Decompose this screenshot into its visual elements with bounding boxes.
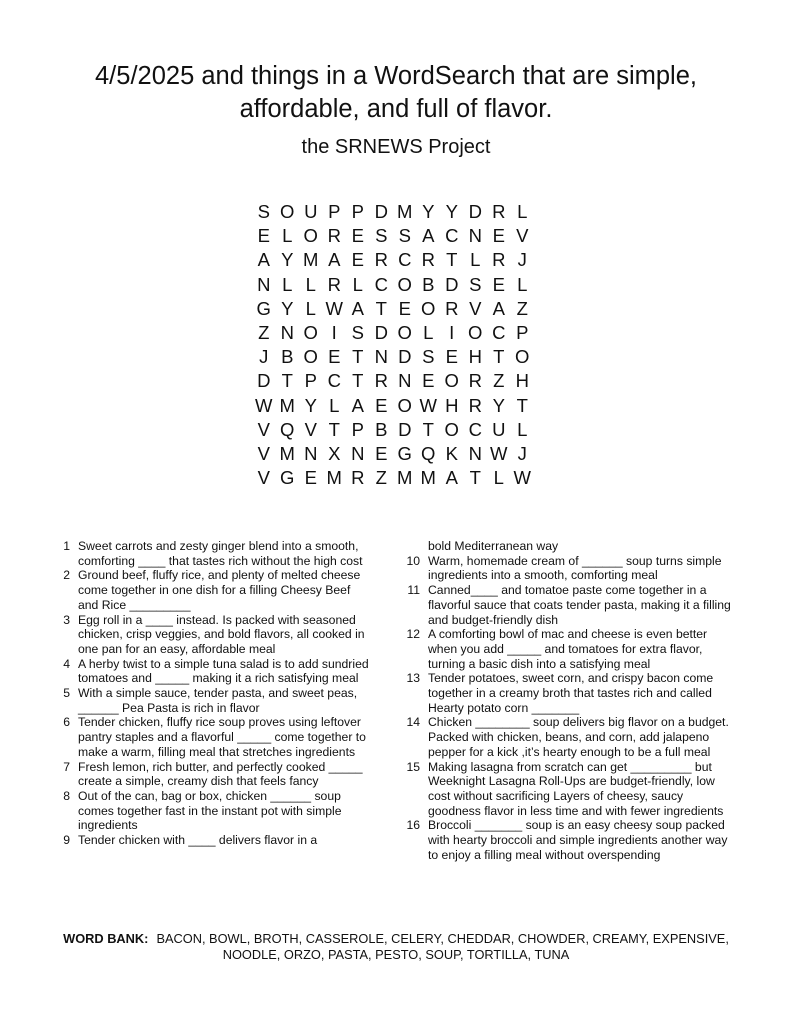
grid-letter[interactable]: R <box>327 225 341 247</box>
grid-letter[interactable]: T <box>422 418 434 440</box>
grid-letter[interactable]: K <box>445 442 458 464</box>
clue-text: A herby twist to a simple tuna salad is to add sundried tomatoes and _____ making it a rich satisfying meal <box>78 656 369 686</box>
grid-letter[interactable]: D <box>374 201 388 222</box>
grid-letter[interactable]: S <box>375 225 388 247</box>
grid-letter[interactable]: C <box>468 418 482 440</box>
grid-letter[interactable]: A <box>328 249 341 271</box>
grid-letter[interactable]: C <box>492 321 506 343</box>
grid-letter[interactable]: O <box>303 225 318 247</box>
clue-text: Making lasagna from scratch can get _________ but Weeknight Lasagna Roll-Ups are budget-friendly, low cost without sacrificing Layers of cheesy, saucy goodness flavor in less time and with fewer ingredients <box>428 759 724 818</box>
title-line-2: affordable, and full of flavor. <box>239 95 553 123</box>
grid-letter[interactable]: S <box>469 273 482 295</box>
grid-letter[interactable]: U <box>304 201 318 222</box>
grid-letter[interactable]: Q <box>421 442 436 464</box>
clue-number: 15 <box>406 759 420 774</box>
grid-letter[interactable]: J <box>259 346 269 368</box>
grid-letter[interactable]: T <box>328 418 340 440</box>
title-line-1: 4/5/2025 and things in a WordSearch that are simple, <box>95 62 697 90</box>
grid-letter[interactable]: E <box>351 225 364 247</box>
grid-letter[interactable]: E <box>492 273 505 295</box>
grid-row <box>252 369 534 393</box>
grid-letter[interactable]: T <box>516 394 528 416</box>
grid-letter[interactable]: S <box>351 321 364 343</box>
grid-row <box>252 273 534 297</box>
grid-letter[interactable]: E <box>328 346 341 368</box>
grid-letter[interactable]: L <box>517 273 528 295</box>
grid-letter[interactable]: P <box>351 201 364 222</box>
grid-letter[interactable]: S <box>398 225 411 247</box>
word-bank-line-1: BACON, BOWL, BROTH, CASSEROLE, CELERY, CHEDDAR, CHOWDER, CREAMY, EXPENSIVE, <box>156 931 729 946</box>
grid-letter[interactable]: D <box>257 370 271 392</box>
grid-letter[interactable]: O <box>444 418 459 440</box>
clue-item <box>402 583 732 627</box>
grid-letter[interactable]: E <box>422 370 435 392</box>
clue-text: Canned____ and tomatoe paste come together in a flavorful sauce that coats tender pasta, making it a filling and budget-friendly dish <box>428 583 731 627</box>
grid-letter[interactable]: H <box>515 370 529 392</box>
clue-number: 14 <box>406 715 420 730</box>
grid-letter[interactable]: O <box>280 201 295 222</box>
clue-text: Ground beef, fluffy rice, and plenty of melted cheese come together in one dish for a filling Cheesy Beef and Rice _________ <box>78 568 361 612</box>
grid-letter[interactable]: V <box>257 442 270 464</box>
clue-number: 10 <box>406 553 420 568</box>
clue-text: Tender chicken with ____ delivers flavor in a <box>78 833 318 848</box>
grid-letter[interactable]: V <box>257 467 270 489</box>
grid-letter[interactable]: T <box>446 249 458 271</box>
grid-letter[interactable]: T <box>281 370 293 392</box>
clue-number: 6 <box>63 715 70 730</box>
clue-number: 8 <box>63 788 70 803</box>
grid-letter[interactable]: R <box>374 370 388 392</box>
grid-letter[interactable]: L <box>493 467 504 489</box>
clue-text: Egg roll in a ____ instead. Is packed with seasoned chicken, crisp veggies, and bold flavors, all cooked in one pan for an easy, affordable meal <box>78 612 365 656</box>
word-bank <box>40 931 752 962</box>
clue-number: 13 <box>406 671 420 686</box>
grid-letter[interactable]: R <box>468 394 482 416</box>
grid-letter[interactable]: E <box>492 225 505 247</box>
grid-letter[interactable]: S <box>422 346 435 368</box>
grid-letter[interactable]: C <box>398 249 412 271</box>
grid-letter[interactable]: T <box>352 370 364 392</box>
clue-text: Fresh lemon, rich butter, and perfectly cooked _____ create a simple, creamy dish that feels fancy <box>78 759 363 789</box>
clue-number: 7 <box>63 759 70 774</box>
grid-letter[interactable]: V <box>257 418 270 440</box>
grid-letter[interactable]: Z <box>493 370 505 392</box>
clue-number: 4 <box>63 656 70 671</box>
grid-letter[interactable]: O <box>397 394 412 416</box>
clue-item <box>402 554 732 583</box>
grid-letter[interactable]: Z <box>258 321 270 343</box>
grid-letter[interactable]: E <box>304 467 317 489</box>
grid-letter[interactable]: W <box>255 394 273 416</box>
clue-item <box>52 789 372 833</box>
grid-letter[interactable]: O <box>421 297 436 319</box>
grid-letter[interactable]: L <box>423 321 434 343</box>
grid-letter[interactable]: M <box>303 249 319 271</box>
clue-number: 11 <box>407 583 420 598</box>
clue-item <box>402 760 732 819</box>
clue-text: Out of the can, bag or box, chicken ______ soup comes together fast in the instant pot with simple ingredients <box>78 788 342 833</box>
clue-number: 9 <box>63 833 70 848</box>
grid-letter[interactable]: B <box>281 346 294 368</box>
grid-letter[interactable]: M <box>279 442 295 464</box>
grid-letter[interactable]: H <box>445 394 459 416</box>
grid-letter[interactable]: A <box>445 467 458 489</box>
grid-letter[interactable]: N <box>304 442 318 464</box>
clue-number: 2 <box>63 568 70 583</box>
word-search-grid <box>252 200 534 490</box>
grid-letter[interactable]: A <box>351 297 364 319</box>
grid-letter[interactable]: L <box>305 273 316 295</box>
grid-letter[interactable]: O <box>515 346 530 368</box>
grid-letter[interactable]: P <box>304 370 317 392</box>
clue-item <box>402 715 732 759</box>
clue-text: Tender chicken, fluffy rice soup proves using leftover pantry staples and a flavorful _____ come together to make a warm, filling meal that stretches ingredients <box>78 715 366 759</box>
grid-letter[interactable]: L <box>517 418 528 440</box>
grid-letter[interactable]: A <box>351 394 364 416</box>
clue-item <box>52 686 372 715</box>
clue-text: Sweet carrots and zesty ginger blend into a smooth, comforting ____ that tastes rich without the high cost <box>78 539 363 568</box>
grid-letter[interactable]: R <box>327 273 341 295</box>
grid-letter[interactable]: W <box>513 467 531 489</box>
grid-letter[interactable]: D <box>398 346 412 368</box>
grid-letter[interactable]: Y <box>281 297 294 319</box>
grid-letter[interactable]: M <box>420 467 436 489</box>
grid-letter[interactable]: L <box>517 201 528 222</box>
grid-letter[interactable]: N <box>468 442 482 464</box>
grid-letter[interactable]: U <box>492 418 506 440</box>
grid-letter[interactable]: O <box>303 321 318 343</box>
clue-item <box>402 818 732 862</box>
grid-letter[interactable]: M <box>397 201 413 222</box>
grid-letter[interactable]: N <box>398 370 412 392</box>
grid-row <box>252 466 534 490</box>
grid-row <box>252 394 534 418</box>
grid-letter[interactable]: Y <box>445 201 458 222</box>
grid-letter[interactable]: O <box>303 346 318 368</box>
grid-letter[interactable]: D <box>398 418 412 440</box>
grid-letter[interactable]: O <box>468 321 483 343</box>
grid-letter[interactable]: N <box>257 273 271 295</box>
grid-letter[interactable]: H <box>468 346 482 368</box>
grid-row <box>252 224 534 248</box>
grid-letter[interactable]: E <box>351 249 364 271</box>
clue-number: 3 <box>63 612 70 627</box>
grid-letter[interactable]: P <box>328 201 341 222</box>
grid-letter[interactable]: R <box>421 249 435 271</box>
word-bank-line-2: NOODLE, ORZO, PASTA, PESTO, SOUP, TORTILLA, TUNA <box>222 946 570 962</box>
grid-letter[interactable]: R <box>374 249 388 271</box>
clue-item <box>52 539 372 568</box>
grid-letter[interactable]: D <box>468 201 482 222</box>
page-title <box>0 60 792 126</box>
grid-row <box>252 297 534 321</box>
grid-letter[interactable]: Z <box>375 467 387 489</box>
grid-letter[interactable]: R <box>445 297 459 319</box>
clue-item <box>402 671 732 715</box>
clue-9-continuation: bold Mediterranean way <box>428 539 559 553</box>
grid-letter[interactable]: T <box>352 346 364 368</box>
clue-text: Chicken ________ soup delivers big flavor on a budget. Packed with chicken, beans, and corn, add jalapeno pepper for a kick ,it’s hearty enough to be a full meal <box>428 715 729 759</box>
grid-letter[interactable]: L <box>352 273 363 295</box>
clue-text: With a simple sauce, tender pasta, and sweet peas, ______ Pea Pasta is rich in flavor <box>78 686 358 715</box>
clue-text: Tender potatoes, sweet corn, and crispy bacon come together in a creamy broth that tastes rich and called Hearty potato corn _______ <box>428 671 714 715</box>
grid-letter[interactable]: R <box>492 201 506 222</box>
clue-number: 5 <box>63 686 70 701</box>
grid-letter[interactable]: A <box>492 297 505 319</box>
clue-text: A comforting bowl of mac and cheese is even better when you add _____ and tomatoes for extra flavor, turning a basic dish into a satisfying meal <box>428 627 708 671</box>
grid-letter[interactable]: E <box>445 346 458 368</box>
grid-letter[interactable]: J <box>517 442 527 464</box>
grid-letter[interactable]: Y <box>304 394 317 416</box>
grid-letter[interactable]: W <box>490 442 508 464</box>
grid-letter[interactable]: M <box>279 394 295 416</box>
grid-letter[interactable]: Y <box>422 201 435 222</box>
grid-letter[interactable]: E <box>398 297 411 319</box>
clue-item <box>402 627 732 671</box>
grid-letter[interactable]: I <box>449 321 455 343</box>
grid-letter[interactable]: D <box>374 321 388 343</box>
clue-item <box>52 657 372 686</box>
grid-letter[interactable]: E <box>257 225 270 247</box>
grid-letter[interactable]: A <box>422 225 435 247</box>
grid-letter[interactable]: C <box>374 273 388 295</box>
grid-letter[interactable]: T <box>469 467 481 489</box>
grid-letter[interactable]: V <box>469 297 482 319</box>
grid-letter[interactable]: P <box>516 321 529 343</box>
grid-letter[interactable]: I <box>331 321 337 343</box>
grid-letter[interactable]: N <box>374 346 388 368</box>
grid-row <box>252 321 534 345</box>
grid-letter[interactable]: D <box>445 273 459 295</box>
grid-letter[interactable]: M <box>326 467 342 489</box>
clue-number: 1 <box>63 539 70 553</box>
grid-letter[interactable]: V <box>516 225 529 247</box>
grid-letter[interactable]: N <box>468 225 482 247</box>
grid-letter[interactable]: J <box>517 249 527 271</box>
grid-letter[interactable]: L <box>282 225 293 247</box>
clue-text: Broccoli _______ soup is an easy cheesy soup packed with hearty broccoli and simple ingredients another way to enjoy a filling meal without overspending <box>428 818 728 862</box>
clue-item <box>52 568 372 612</box>
grid-row <box>252 200 534 224</box>
grid-letter[interactable]: O <box>397 321 412 343</box>
grid-letter[interactable]: A <box>257 249 270 271</box>
grid-row <box>252 442 534 466</box>
page-subtitle: the SRNEWS Project <box>301 136 491 158</box>
clues-column-left <box>52 539 372 848</box>
grid-letter[interactable]: L <box>470 249 481 271</box>
grid-letter[interactable]: W <box>325 297 343 319</box>
grid-letter[interactable]: E <box>375 394 388 416</box>
clue-text: Warm, homemade cream of ______ soup turns simple ingredients into a smooth, comforting meal <box>428 553 722 583</box>
grid-letter[interactable]: B <box>422 273 435 295</box>
grid-letter[interactable]: T <box>375 297 387 319</box>
clue-item <box>52 760 372 789</box>
grid-letter[interactable]: R <box>468 370 482 392</box>
grid-letter[interactable]: V <box>304 418 317 440</box>
grid-letter[interactable]: Z <box>516 297 528 319</box>
grid-letter[interactable]: L <box>282 273 293 295</box>
clue-item <box>52 613 372 657</box>
grid-letter[interactable]: Y <box>492 394 505 416</box>
clue-item <box>52 833 372 848</box>
grid-letter[interactable]: O <box>444 370 459 392</box>
grid-row <box>252 248 534 272</box>
clues-column-right <box>402 539 732 862</box>
grid-letter[interactable]: X <box>328 442 341 464</box>
grid-letter[interactable]: T <box>493 346 505 368</box>
grid-letter[interactable]: L <box>329 394 340 416</box>
grid-letter[interactable]: R <box>351 467 365 489</box>
grid-letter[interactable]: W <box>419 394 437 416</box>
grid-letter[interactable]: B <box>375 418 388 440</box>
word-bank-label: WORD BANK: <box>63 931 149 946</box>
grid-letter[interactable]: C <box>327 370 341 392</box>
grid-letter[interactable]: N <box>280 321 294 343</box>
grid-letter[interactable]: G <box>280 467 295 489</box>
grid-letter[interactable]: R <box>492 249 506 271</box>
clue-item <box>52 715 372 759</box>
grid-letter[interactable]: L <box>305 297 316 319</box>
grid-letter[interactable]: S <box>257 201 270 222</box>
grid-letter[interactable]: P <box>351 418 364 440</box>
grid-letter[interactable]: O <box>397 273 412 295</box>
grid-letter[interactable]: G <box>397 442 412 464</box>
grid-letter[interactable]: Y <box>281 249 294 271</box>
grid-row <box>252 345 534 369</box>
clue-number: 16 <box>406 818 420 833</box>
grid-row <box>252 418 534 442</box>
clue-number: 12 <box>406 627 420 642</box>
grid-letter[interactable]: E <box>375 442 388 464</box>
grid-letter[interactable]: Q <box>280 418 295 440</box>
grid-letter[interactable]: C <box>445 225 459 247</box>
grid-letter[interactable]: M <box>397 467 413 489</box>
grid-letter[interactable]: N <box>351 442 365 464</box>
grid-letter[interactable]: G <box>256 297 271 319</box>
